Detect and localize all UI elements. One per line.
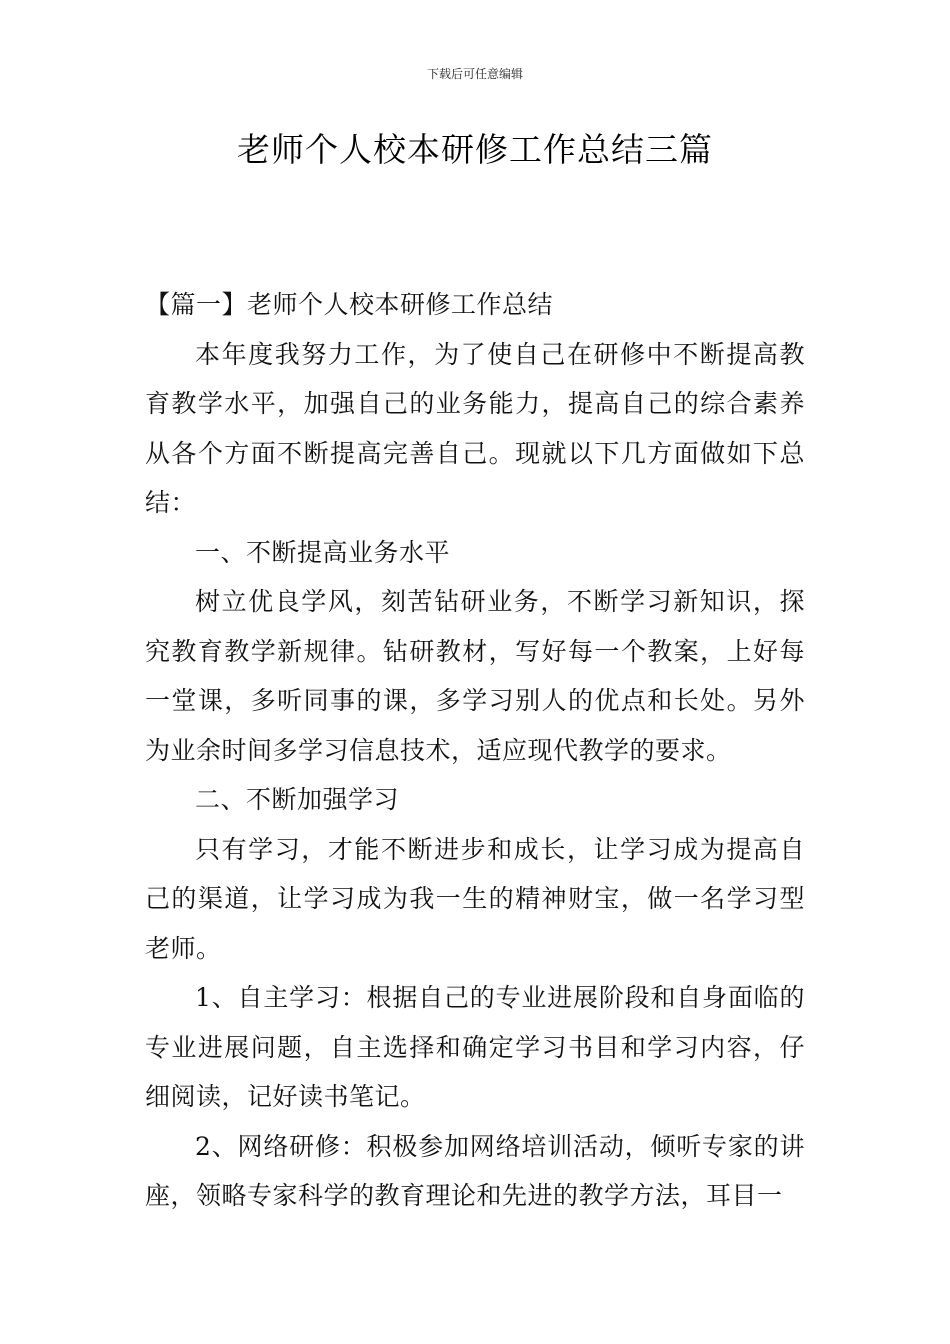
paragraph-business-level: 树立优良学风，刻苦钻研业务，不断学习新知识，探究教育教学新规律。钻研教材，写好每一个教案，上好每一堂课，多听同事的课，多学习别人的优点和长处。另外为业余时间多学习信息技术，适应现代教学的要求。 [145, 587, 805, 765]
header-note: 下载后可任意编辑 [426, 67, 523, 81]
document-body [145, 280, 805, 1221]
paragraph-self-study: 1、自主学习：根据自己的专业进展阶段和自身面临的专业进展问题，自主选择和确定学习书目和学习内容，仔细阅读，记好读书笔记。 [145, 983, 805, 1111]
paragraph-online-training: 2、网络研修：积极参加网络培训活动，倾听专家的讲座，领略专家科学的教育理论和先进的教学方法，耳目一 [145, 1131, 805, 1210]
section-heading: 【篇一】老师个人校本研修工作总结 [145, 290, 554, 319]
paragraph-study-value: 只有学习，才能不断进步和成长，让学习成为提高自己的渠道，让学习成为我一生的精神财宝，做一名学习型老师。 [145, 834, 805, 963]
paragraph-intro: 本年度我努力工作，为了使自己在研修中不断提高教育教学水平，加强自己的业务能力，提高自己的综合素养从各个方面不断提高完善自己。现就以下几方面做如下总结： [145, 339, 805, 517]
document-title: 老师个人校本研修工作总结三篇 [237, 130, 713, 169]
subheading-business-level: 一、不断提高业务水平 [195, 537, 451, 567]
subheading-strengthen-study: 二、不断加强学习 [195, 785, 400, 814]
